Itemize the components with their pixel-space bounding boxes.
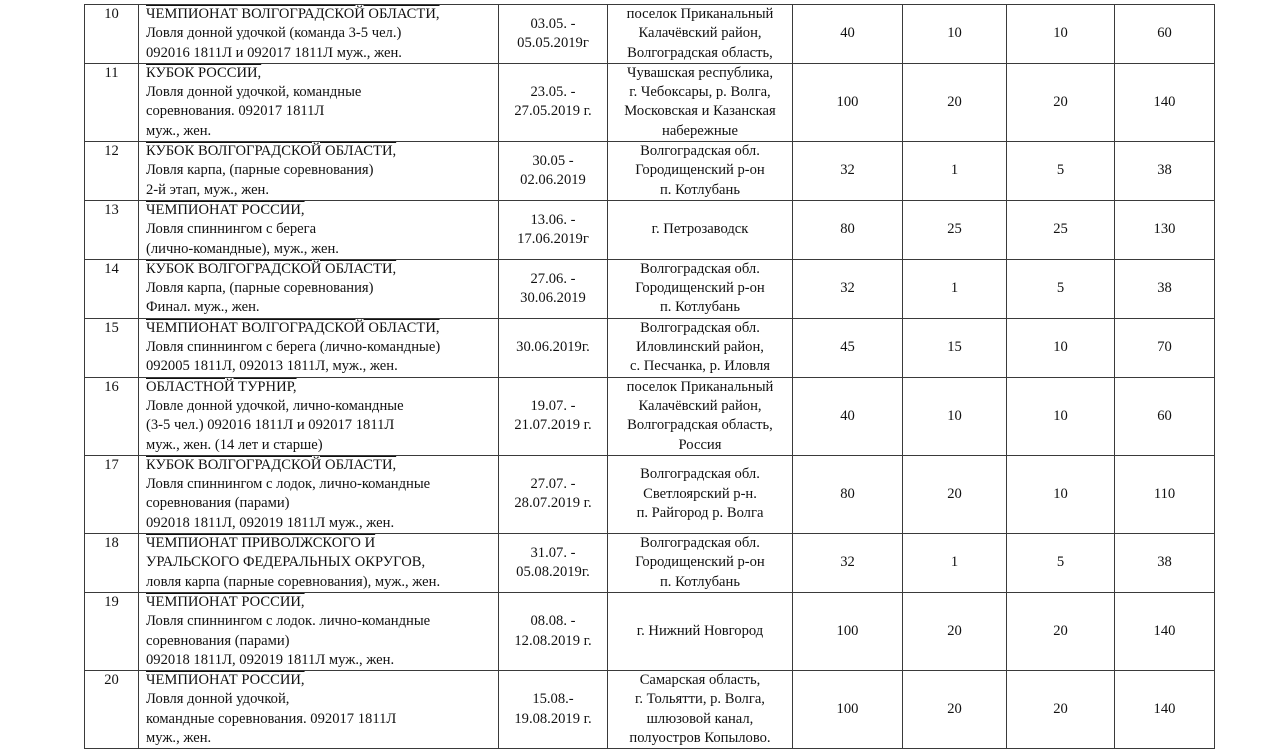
value-cell-3 (1007, 259, 1115, 318)
date-line: 02.06.2019 (520, 172, 586, 189)
event-line: Ловля спиннингом с лодок. лично-командные (146, 613, 431, 630)
event-cell (139, 534, 499, 593)
dates-cell (499, 259, 608, 318)
place-line: Самарская область, (639, 672, 761, 689)
row-number: 17 (104, 456, 119, 473)
place-cell (608, 592, 793, 670)
value-cell-1 (793, 200, 903, 259)
cell-value: 140 (1153, 622, 1176, 639)
cell-value: 10 (947, 407, 962, 424)
event-line: Ловля карпа, (парные соревнования) (146, 162, 374, 179)
value-cell-3 (1007, 200, 1115, 259)
event-line: Ловле донной удочкой, лично-командные (146, 397, 404, 414)
value-cell-4 (1115, 142, 1215, 201)
row-number-cell (85, 671, 139, 749)
value-cell-3 (1007, 318, 1115, 377)
place-line: Городищенский р-он (635, 554, 765, 571)
place-line: Калачёвский район, (638, 397, 762, 414)
place-line: шлюзовой канал, (646, 710, 754, 727)
row-number-cell (85, 142, 139, 201)
value-cell-1 (793, 142, 903, 201)
value-cell-1 (793, 318, 903, 377)
place-line: Волгоградская область, (627, 44, 773, 61)
cell-value: 110 (1153, 485, 1176, 502)
event-line: муж., жен. (146, 729, 212, 746)
cell-value: 80 (840, 485, 855, 502)
place-line: Волгоградская обл. (640, 466, 760, 483)
cell-value: 10 (1053, 485, 1068, 502)
row-number-cell (85, 455, 139, 533)
value-cell-1 (793, 455, 903, 533)
event-cell (139, 259, 499, 318)
dates-cell (499, 377, 608, 455)
table-row (85, 318, 1215, 377)
value-cell-2 (903, 5, 1007, 64)
value-cell-4 (1115, 318, 1215, 377)
dates-cell (499, 671, 608, 749)
place-cell (608, 5, 793, 64)
event-line: 092005 1811Л, 092013 1811Л, муж., жен. (146, 358, 398, 375)
event-line: 2-й этап, муж., жен. (146, 181, 270, 198)
row-number-cell (85, 318, 139, 377)
row-number: 10 (104, 6, 119, 22)
row-number-cell (85, 377, 139, 455)
place-line: Городищенский р-он (635, 162, 765, 179)
place-line: с. Песчанка, р. Иловля (629, 358, 771, 375)
event-line: ЧЕМПИОНАТ РОССИИ, (146, 201, 305, 218)
place-line: Волгоградская обл. (640, 260, 760, 277)
date-line: 23.05. - (530, 84, 576, 101)
value-cell-1 (793, 63, 903, 141)
event-line: Ловля донной удочкой, (146, 691, 290, 708)
row-number: 15 (104, 319, 119, 336)
value-cell-2 (903, 534, 1007, 593)
cell-value: 100 (836, 93, 859, 110)
competition-schedule-table (84, 4, 1215, 749)
date-line: 12.08.2019 г. (514, 632, 592, 649)
value-cell-4 (1115, 534, 1215, 593)
cell-value: 38 (1157, 162, 1172, 179)
place-line: набережные (662, 122, 738, 139)
row-number-cell (85, 259, 139, 318)
cell-value: 10 (1053, 339, 1068, 356)
value-cell-4 (1115, 259, 1215, 318)
cell-value: 130 (1153, 221, 1176, 238)
event-cell (139, 5, 499, 64)
place-line: Волгоградская обл. (640, 535, 760, 552)
cell-value: 32 (840, 554, 855, 571)
cell-value: 20 (947, 93, 962, 110)
value-cell-3 (1007, 671, 1115, 749)
cell-value: 10 (1053, 25, 1068, 42)
value-cell-3 (1007, 534, 1115, 593)
place-line: Городищенский р-он (635, 280, 765, 297)
event-line: 092018 1811Л, 092019 1811Л муж., жен. (146, 651, 395, 668)
place-line: Калачёвский район, (638, 25, 762, 42)
table-row (85, 259, 1215, 318)
place-cell (608, 200, 793, 259)
row-number-cell (85, 592, 139, 670)
date-line: 27.07. - (530, 476, 576, 493)
table-row (85, 455, 1215, 533)
table-row (85, 671, 1215, 749)
event-line: КУБОК РОССИИ, (146, 64, 262, 81)
value-cell-3 (1007, 377, 1115, 455)
event-line: ловля карпа (парные соревнования), муж., жен. (146, 573, 441, 590)
cell-value: 1 (950, 554, 959, 571)
place-line: Волгоградская обл. (640, 143, 760, 160)
value-cell-4 (1115, 592, 1215, 670)
event-line: УРАЛЬСКОГО ФЕДЕРАЛЬНЫХ ОКРУГОВ, (146, 554, 426, 571)
place-cell (608, 259, 793, 318)
value-cell-4 (1115, 455, 1215, 533)
value-cell-3 (1007, 455, 1115, 533)
cell-value: 32 (840, 280, 855, 297)
table-row (85, 142, 1215, 201)
value-cell-1 (793, 592, 903, 670)
date-line: 19.08.2019 г. (514, 710, 592, 727)
row-number-cell (85, 534, 139, 593)
value-cell-4 (1115, 377, 1215, 455)
place-line: п. Котлубань (660, 573, 740, 590)
cell-value: 1 (950, 162, 959, 179)
event-line: ЧЕМПИОНАТ ВОЛГОГРАДСКОЙ ОБЛАСТИ, (146, 319, 440, 336)
date-line: 30.05 - (532, 152, 574, 169)
value-cell-3 (1007, 5, 1115, 64)
value-cell-3 (1007, 142, 1115, 201)
cell-value: 100 (836, 701, 859, 718)
row-number: 11 (104, 64, 119, 81)
event-line: Финал. муж., жен. (146, 299, 260, 316)
event-line: муж., жен. (146, 122, 212, 139)
value-cell-2 (903, 318, 1007, 377)
date-line: 05.08.2019г. (516, 563, 590, 580)
cell-value: 45 (840, 339, 855, 356)
dates-cell (499, 592, 608, 670)
place-cell (608, 63, 793, 141)
cell-value: 38 (1157, 280, 1172, 297)
event-line: КУБОК ВОЛГОГРАДСКОЙ ОБЛАСТИ, (146, 456, 397, 473)
cell-value: 5 (1056, 554, 1065, 571)
event-line: ОБЛАСТНОЙ ТУРНИР, (146, 378, 297, 395)
date-line: 17.06.2019г (517, 230, 589, 247)
date-line: 08.08. - (530, 613, 576, 630)
event-cell (139, 455, 499, 533)
row-number-cell (85, 200, 139, 259)
value-cell-3 (1007, 63, 1115, 141)
event-line: муж., жен. (14 лет и старше) (146, 436, 323, 453)
date-line: 27.05.2019 г. (514, 103, 592, 120)
cell-value: 15 (947, 339, 962, 356)
row-number-cell (85, 5, 139, 64)
event-line: 092016 1811Л и 092017 1811Л муж., жен. (146, 44, 402, 61)
place-line: Светлоярский р-н. (643, 485, 757, 502)
event-cell (139, 377, 499, 455)
cell-value: 1 (950, 280, 959, 297)
date-line: 31.07. - (530, 544, 576, 561)
row-number-cell (85, 63, 139, 141)
value-cell-2 (903, 142, 1007, 201)
place-cell (608, 142, 793, 201)
value-cell-2 (903, 592, 1007, 670)
value-cell-2 (903, 200, 1007, 259)
cell-value: 25 (947, 221, 962, 238)
place-line: поселок Приканальный (626, 378, 774, 395)
event-line: Ловля карпа, (парные соревнования) (146, 280, 374, 297)
table-row (85, 592, 1215, 670)
table-row (85, 534, 1215, 593)
place-line: Московская и Казанская (624, 103, 776, 120)
place-line: Иловлинский район, (636, 339, 764, 356)
row-number: 20 (104, 672, 119, 689)
place-line: п. Котлубань (660, 181, 740, 198)
place-cell (608, 377, 793, 455)
date-line: 27.06. - (530, 270, 576, 287)
event-line: Ловля донной удочкой (команда 3-5 чел.) (146, 25, 402, 42)
row-number: 19 (104, 593, 119, 610)
table-row (85, 377, 1215, 455)
date-line: 15.08.- (532, 691, 574, 708)
dates-cell (499, 63, 608, 141)
value-cell-4 (1115, 63, 1215, 141)
dates-cell (499, 318, 608, 377)
value-cell-4 (1115, 200, 1215, 259)
event-line: ЧЕМПИОНАТ РОССИИ, (146, 593, 305, 610)
date-line: 30.06.2019 (520, 289, 586, 306)
cell-value: 20 (947, 485, 962, 502)
row-number: 14 (104, 260, 119, 277)
event-cell (139, 318, 499, 377)
event-line: (лично-командные), муж., жен. (146, 240, 339, 257)
event-line: ЧЕМПИОНАТ ВОЛГОГРАДСКОЙ ОБЛАСТИ, (146, 6, 440, 22)
event-cell (139, 63, 499, 141)
place-line: Россия (678, 436, 722, 453)
row-number: 18 (104, 535, 119, 552)
place-cell (608, 534, 793, 593)
place-line: п. Райгород р. Волга (636, 505, 764, 522)
date-line: 19.07. - (530, 397, 576, 414)
cell-value: 20 (1053, 93, 1068, 110)
table-row (85, 5, 1215, 64)
cell-value: 140 (1153, 93, 1176, 110)
cell-value: 32 (840, 162, 855, 179)
event-line: Ловля спиннингом с берега (лично-командные) (146, 339, 441, 356)
value-cell-1 (793, 534, 903, 593)
place-line: г. Петрозаводск (651, 221, 749, 238)
date-line: 03.05. - (530, 15, 576, 32)
value-cell-2 (903, 63, 1007, 141)
event-cell (139, 142, 499, 201)
event-cell (139, 592, 499, 670)
table-row (85, 200, 1215, 259)
cell-value: 70 (1157, 339, 1172, 356)
cell-value: 100 (836, 622, 859, 639)
event-line: соревнования (парами) (146, 632, 290, 649)
event-line: ЧЕМПИОНАТ РОССИИ, (146, 672, 305, 689)
cell-value: 40 (840, 25, 855, 42)
place-line: полуостров Копылово. (629, 729, 771, 746)
event-line: Ловля донной удочкой, командные (146, 84, 362, 101)
cell-value: 5 (1056, 162, 1065, 179)
cell-value: 25 (1053, 221, 1068, 238)
value-cell-2 (903, 377, 1007, 455)
dates-cell (499, 200, 608, 259)
table-body (85, 5, 1215, 749)
event-line: соревнования (парами) (146, 495, 290, 512)
value-cell-3 (1007, 592, 1115, 670)
value-cell-1 (793, 5, 903, 64)
cell-value: 10 (947, 25, 962, 42)
row-number: 16 (104, 378, 119, 395)
event-line: Ловля спиннингом с лодок, лично-командные (146, 476, 431, 493)
place-line: г. Тольятти, р. Волга, (635, 691, 765, 708)
place-line: Волгоградская область, (627, 417, 773, 434)
place-line: г. Нижний Новгород (636, 622, 764, 639)
place-cell (608, 318, 793, 377)
dates-cell (499, 142, 608, 201)
value-cell-2 (903, 259, 1007, 318)
value-cell-2 (903, 671, 1007, 749)
dates-cell (499, 5, 608, 64)
place-line: г. Чебоксары, р. Волга, (629, 84, 771, 101)
place-line: п. Котлубань (660, 299, 740, 316)
date-line: 21.07.2019 г. (514, 417, 592, 434)
dates-cell (499, 534, 608, 593)
place-line: поселок Приканальный (626, 6, 774, 22)
event-line: 092018 1811Л, 092019 1811Л муж., жен. (146, 514, 395, 531)
event-line: (3-5 чел.) 092016 1811Л и 092017 1811Л (146, 417, 395, 434)
place-line: Волгоградская обл. (640, 319, 760, 336)
place-cell (608, 671, 793, 749)
event-cell (139, 671, 499, 749)
cell-value: 20 (947, 622, 962, 639)
place-line: Чувашская республика, (626, 64, 774, 81)
event-line: командные соревнования. 092017 1811Л (146, 710, 397, 727)
cell-value: 5 (1056, 280, 1065, 297)
event-line: КУБОК ВОЛГОГРАДСКОЙ ОБЛАСТИ, (146, 260, 397, 277)
date-line: 05.05.2019г (517, 34, 589, 51)
event-line: Ловля спиннингом с берега (146, 221, 317, 238)
event-line: соревнования. 092017 1811Л (146, 103, 325, 120)
place-cell (608, 455, 793, 533)
cell-value: 20 (947, 701, 962, 718)
cell-value: 20 (1053, 701, 1068, 718)
cell-value: 20 (1053, 622, 1068, 639)
event-line: ЧЕМПИОНАТ ПРИВОЛЖСКОГО И (146, 535, 376, 552)
cell-value: 38 (1157, 554, 1172, 571)
cell-value: 60 (1157, 407, 1172, 424)
value-cell-4 (1115, 5, 1215, 64)
value-cell-1 (793, 259, 903, 318)
cell-value: 10 (1053, 407, 1068, 424)
value-cell-2 (903, 455, 1007, 533)
date-line: 13.06. - (530, 211, 576, 228)
cell-value: 140 (1153, 701, 1176, 718)
event-cell (139, 200, 499, 259)
event-line: КУБОК ВОЛГОГРАДСКОЙ ОБЛАСТИ, (146, 143, 397, 160)
row-number: 12 (104, 143, 119, 160)
value-cell-4 (1115, 671, 1215, 749)
date-line: 30.06.2019г. (516, 339, 590, 356)
cell-value: 60 (1157, 25, 1172, 42)
cell-value: 40 (840, 407, 855, 424)
row-number: 13 (104, 201, 119, 218)
date-line: 28.07.2019 г. (514, 495, 592, 512)
value-cell-1 (793, 377, 903, 455)
cell-value: 80 (840, 221, 855, 238)
table-row (85, 63, 1215, 141)
value-cell-1 (793, 671, 903, 749)
dates-cell (499, 455, 608, 533)
